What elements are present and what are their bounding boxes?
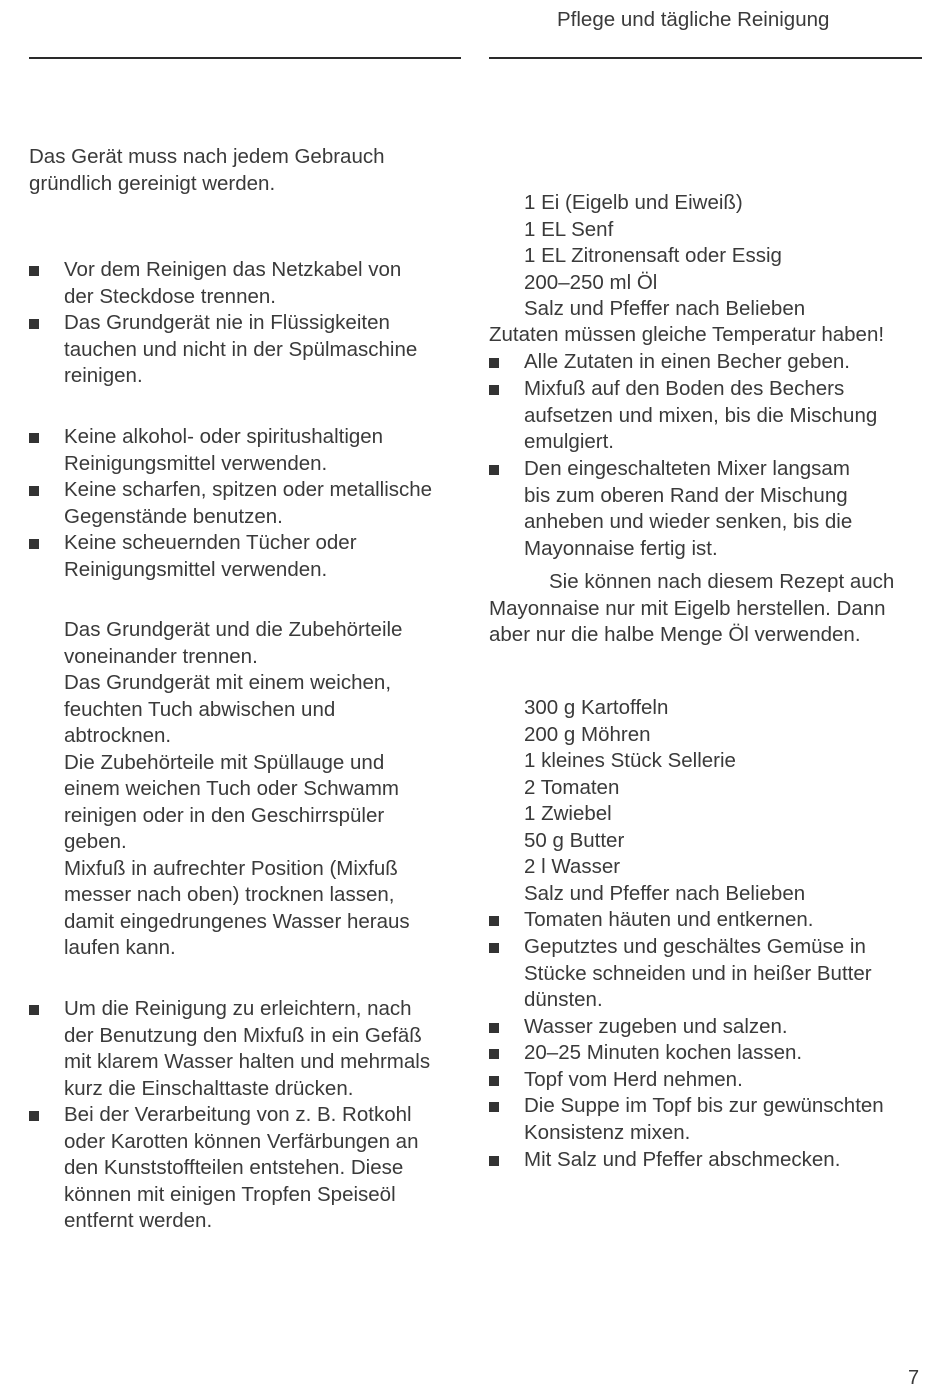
text-line: aber nur die halbe Menge Öl verwenden. [489, 623, 861, 646]
text-line: der Steckdose trennen. [64, 284, 276, 308]
text-line: Wasser zugeben und salzen. [524, 1015, 788, 1038]
ingredient-line: Salz und Pfeffer nach Belieben [524, 297, 806, 320]
header-rule-right [489, 57, 922, 59]
text-line: Gegenstände benutzen. [64, 504, 283, 528]
list-item [29, 257, 401, 310]
bullet-square-icon [29, 486, 39, 496]
text-line: 20–25 Minuten kochen lassen. [524, 1041, 803, 1064]
text-line: Mayonnaise nur mit Eigelb herstellen. Dann [489, 596, 886, 620]
bullet-square-icon [489, 358, 499, 368]
text-line: damit eingedrungenes Wasser heraus [64, 909, 410, 933]
bullet-square-icon [489, 1102, 499, 1112]
text-line: entfernt werden. [64, 1209, 213, 1232]
text-line: Topf vom Herd nehmen. [524, 1068, 743, 1091]
bullet-square-icon [489, 1076, 499, 1086]
text-line: gründlich gereinigt werden. [29, 171, 276, 195]
mayo-note [489, 322, 884, 349]
text-line: feuchten Tuch abwischen und [64, 697, 336, 721]
text-line: Mayonnaise fertig ist. [524, 536, 718, 560]
bullet-square-icon [29, 539, 39, 549]
text-line: Vor dem Reinigen das Netzkabel von [64, 258, 402, 281]
ingredient-line: 50 g Butter [524, 828, 625, 852]
text-line: Konsistenz mixen. [524, 1120, 691, 1144]
mayo-ingredients [524, 190, 805, 323]
text-line: können mit einigen Tropfen Speiseöl [64, 1182, 396, 1206]
ingredient-line: 200–250 ml Öl [524, 270, 658, 294]
text-line: Die Suppe im Topf bis zur gewünschten [524, 1094, 884, 1117]
text-line: Sie können nach diesem Rezept auch [549, 570, 895, 593]
ingredient-line: 300 g Kartoffeln [524, 696, 669, 719]
list-item [29, 477, 432, 530]
list-item [29, 1102, 418, 1235]
text-line: Keine alkohol- oder spiritushaltigen [64, 425, 384, 448]
bullet-square-icon [29, 319, 39, 329]
text-line: messer nach oben) trocknen lassen, [64, 883, 395, 906]
bullet-square-icon [489, 1023, 499, 1033]
list-item [489, 1014, 788, 1041]
text-line: Tomaten häuten und entkernen. [524, 908, 814, 931]
text-line: bis zum oberen Rand der Mischung [524, 483, 848, 507]
list-item [489, 1147, 840, 1174]
text-line: kurz die Einschalttaste drücken. [64, 1076, 354, 1100]
text-line: Geputztes und geschältes Gemüse in [524, 935, 866, 958]
bullet-square-icon [29, 266, 39, 276]
text-line: Die Zubehörteile mit Spüllauge und [64, 750, 385, 774]
list-item [489, 1093, 884, 1146]
list-item [489, 456, 852, 562]
page-number: 7 [908, 1367, 920, 1389]
ingredient-line: 2 l Wasser [524, 855, 621, 878]
list-item [489, 376, 877, 456]
text-line: reinigen. [64, 364, 143, 387]
text-line: Das Grundgerät nie in Flüssigkeiten [64, 311, 390, 334]
text-line: geben. [64, 830, 127, 853]
bullet-square-icon [489, 916, 499, 926]
bullet-square-icon [489, 1156, 499, 1166]
text-line: emulgiert. [524, 430, 615, 453]
header-rule-left [29, 57, 461, 59]
list-item [489, 1067, 743, 1094]
text-line: anheben und wieder senken, bis die [524, 510, 853, 533]
text-line: einem weichen Tuch oder Schwamm [64, 777, 399, 800]
text-line: laufen kann. [64, 936, 176, 959]
text-line: oder Karotten können Verfärbungen an [64, 1129, 419, 1153]
bullet-square-icon [489, 465, 499, 475]
text-line: dünsten. [524, 988, 603, 1011]
text-line: Alle Zutaten in einen Becher geben. [524, 350, 850, 373]
text-line: Stücke schneiden und in heißer Butter [524, 961, 872, 985]
text-line: Keine scheuernden Tücher oder [64, 531, 357, 554]
ingredient-line: 2 Tomaten [524, 775, 620, 799]
text-line: Bei der Verarbeitung von z. B. Rotkohl [64, 1103, 412, 1126]
text-line: Mixfuß auf den Boden des Bechers [524, 377, 845, 400]
text-line: Mit Salz und Pfeffer abschmecken. [524, 1148, 841, 1171]
list-item [489, 349, 850, 376]
text-line: Das Grundgerät und die Zubehörteile [64, 618, 403, 641]
page-header-title: Pflege und tägliche Reinigung [557, 8, 830, 31]
list-item [489, 907, 814, 934]
list-item [29, 996, 430, 1102]
text-line: Zutaten müssen gleiche Temperatur haben! [489, 323, 885, 346]
text-line: reinigen oder in den Geschirrspüler [64, 803, 385, 827]
bullet-square-icon [29, 1111, 39, 1121]
ingredient-line: 1 Zwiebel [524, 802, 612, 825]
cleaning-steps [64, 617, 410, 962]
text-line: Das Grundgerät mit einem weichen, [64, 671, 392, 694]
text-line: Um die Reinigung zu erleichtern, nach [64, 997, 412, 1020]
bullet-square-icon [29, 433, 39, 443]
ingredient-line: Salz und Pfeffer nach Belieben [524, 881, 806, 905]
list-item [29, 310, 417, 390]
bullet-square-icon [489, 1049, 499, 1059]
text-line: voneinander trennen. [64, 644, 258, 668]
ingredient-line: 200 g Möhren [524, 722, 651, 746]
text-line: tauchen und nicht in der Spülmaschine [64, 337, 418, 361]
soup-ingredients [524, 695, 805, 907]
ingredient-line: 1 Ei (Eigelb und Eiweiß) [524, 191, 743, 214]
text-line: Mixfuß in aufrechter Position (Mixfuß [64, 856, 398, 880]
text-line: Reinigungsmittel verwenden. [64, 557, 328, 581]
list-item [29, 530, 357, 583]
text-line: Reinigungsmittel verwenden. [64, 451, 328, 475]
bullet-square-icon [489, 943, 499, 953]
list-item [29, 424, 383, 477]
text-line: den Kunststoffteilen entstehen. Diese [64, 1156, 404, 1179]
mayo-tip [489, 569, 894, 649]
text-line: Den eingeschalteten Mixer langsam [524, 457, 850, 480]
ingredient-line: 1 EL Senf [524, 217, 614, 241]
text-line: Das Gerät muss nach jedem Gebrauch [29, 145, 385, 168]
text-line: Keine scharfen, spitzen oder metallische [64, 478, 433, 501]
cleaning-intro [29, 144, 385, 197]
text-line: der Benutzung den Mixfuß in ein Gefäß [64, 1023, 422, 1047]
bullet-square-icon [489, 385, 499, 395]
text-line: mit klarem Wasser halten und mehrmals [64, 1050, 431, 1073]
bullet-square-icon [29, 1005, 39, 1015]
list-item [489, 1040, 802, 1067]
text-line: abtrocknen. [64, 724, 172, 747]
list-item [489, 934, 872, 1014]
ingredient-line: 1 kleines Stück Sellerie [524, 749, 736, 772]
ingredient-line: 1 EL Zitronensaft oder Essig [524, 244, 782, 267]
text-line: aufsetzen und mixen, bis die Mischung [524, 403, 878, 427]
